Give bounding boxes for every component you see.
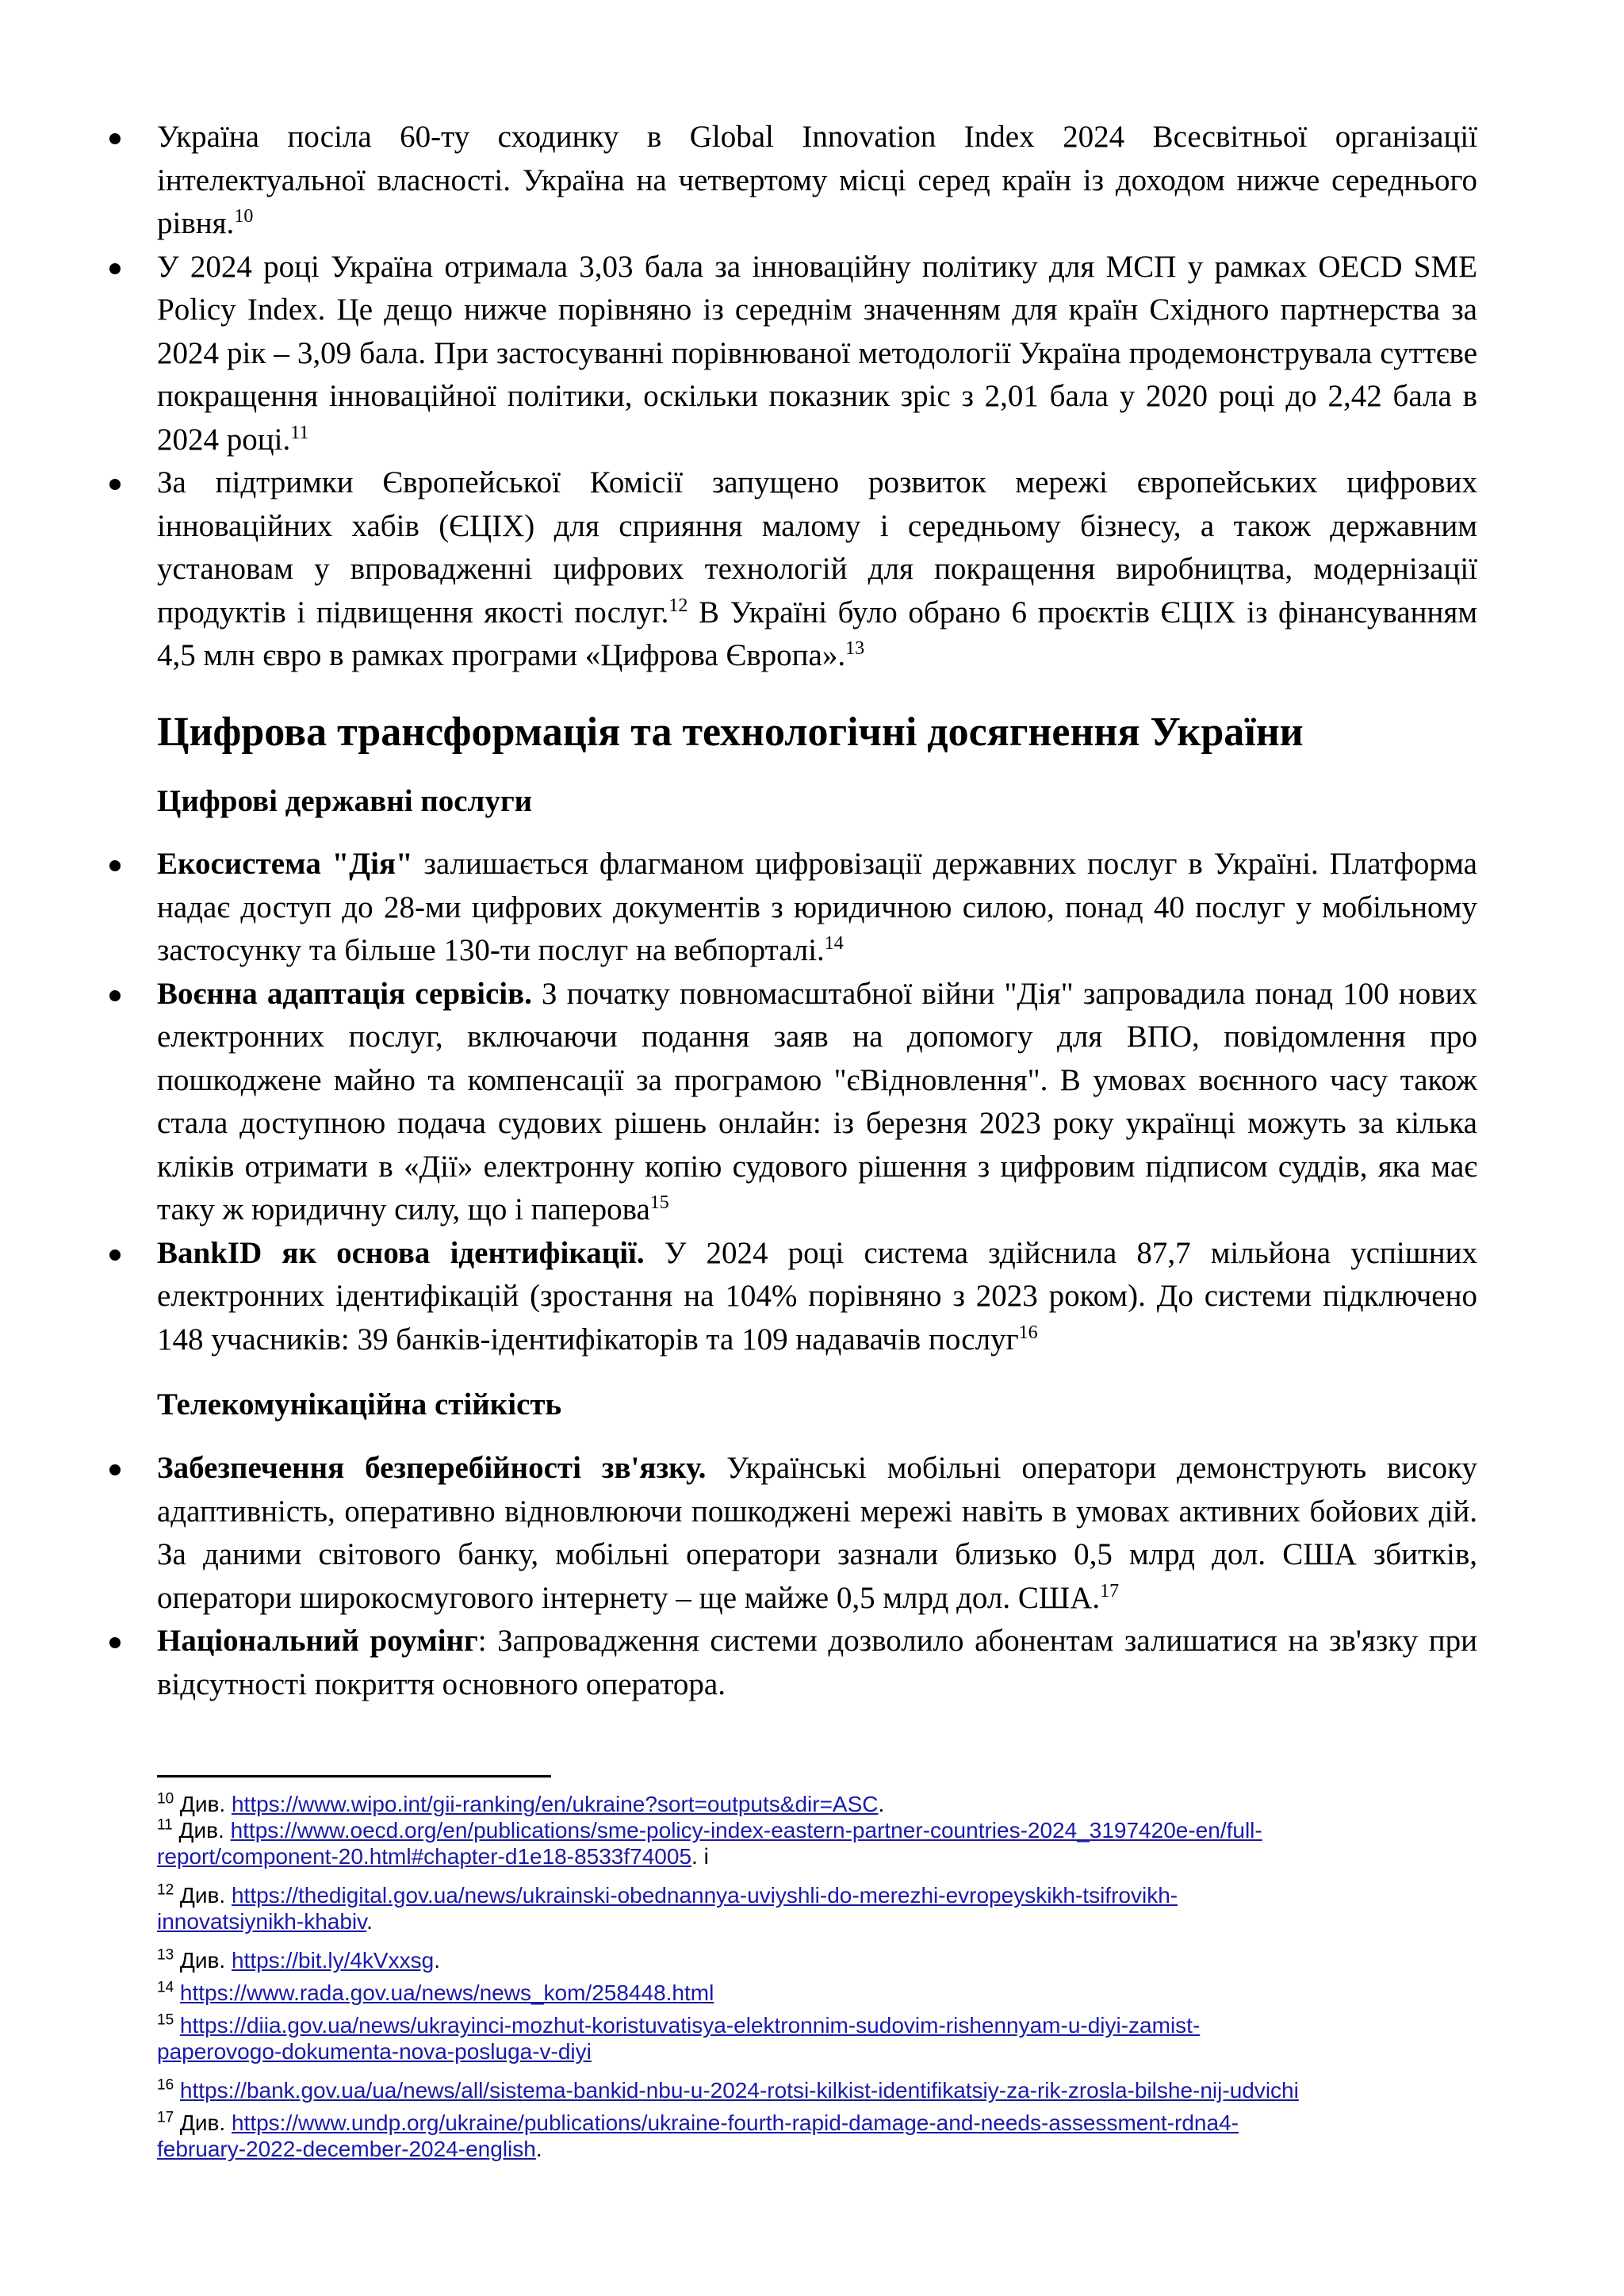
paragraph: [157, 843, 1477, 973]
bullet-text: залишається флагманом цифровізації державних послуг в Україні. Платформа надає доступ до 28-ми цифрових документів з юридичною силою, понад 40 послуг у мобільному застосунку та більше 130-ти послуг на вебпорталі.: [157, 847, 1477, 967]
footnote-separator: [157, 1775, 551, 1777]
footnote-suffix: . і: [691, 1844, 709, 1869]
bullet-text: : Запровадження системи дозволило абонентам залишатися на зв'язку при відсутності покриття основного оператора.: [157, 1624, 1477, 1701]
footnote-link[interactable]: https://thedigital.gov.ua/news/ukrainski-obednannya-uviyshli-do-merezhi-evropeyskikh-tsifrovikh-: [231, 1883, 1178, 1908]
footnote-ref: 11: [290, 422, 309, 443]
footnote-ref: 16: [1018, 1322, 1038, 1343]
footnote-ref: 17: [1100, 1580, 1120, 1601]
paragraph: [157, 461, 1477, 678]
footnote-number: 15: [157, 2011, 174, 2029]
footnote: [157, 1817, 1489, 1869]
bullet-lead: Національний роумінг: [157, 1624, 478, 1658]
telecom-bullet-list: [157, 1447, 1477, 1706]
footnote: [157, 1980, 1489, 2006]
bullet-text: Українські мобільні оператори демонструють високу адаптивність, оперативно відновлюючи пошкоджені мережі навіть в умовах активних бойових дій. За даними світового банку, мобільні оператори зазнали близько 0,5 млрд дол. США збитків, оператори широкосмугового інтернету – ще майже 0,5 млрд дол. США.: [157, 1451, 1477, 1615]
footnote-number: 10: [157, 1790, 174, 1808]
bullet-icon: [109, 990, 121, 1001]
footnote-number: 13: [157, 1946, 174, 1964]
footnote-ref: 15: [649, 1192, 669, 1213]
bullet-lead: Екосистема "Дія": [157, 847, 413, 881]
footnote: [157, 1947, 1489, 1973]
digital-services-bullet-list: [157, 843, 1477, 1361]
bullet-icon: [109, 479, 121, 490]
section-title: Цифрова трансформація та технологічні досягнення України: [157, 710, 1304, 755]
footnote-suffix: .: [535, 2137, 542, 2161]
footnote-link[interactable]: paperovogo-dokumenta-nova-posluga-v-diyi: [157, 2039, 592, 2064]
list-item: [157, 843, 1477, 973]
paragraph: [157, 246, 1477, 462]
intro-bullet-list: [157, 116, 1477, 678]
footnote-number: 12: [157, 1881, 174, 1899]
footnote: [157, 2077, 1489, 2103]
footnote-number: 17: [157, 2109, 174, 2126]
footnote-ref: 12: [668, 595, 688, 616]
subsection-title: Цифрові державні послуги: [157, 784, 533, 818]
bullet-icon: [109, 860, 121, 871]
paragraph: [157, 1232, 1477, 1362]
bullet-text: З початку повномасштабної війни "Дія" запровадила понад 100 нових електронних послуг, включаючи подання заяв на допомогу для ВПО, повідомлення про пошкоджене майно та компенсації за програмою "єВідновлення". В умовах воєнного часу також стала доступною подача судових рішень онлайн: із березня 2023 року українці можуть за кілька кліків отримати в «Дії» електронну копію судового рішення з цифровим підписом суддів, яка має таку ж юридичну силу, що і паперова: [157, 976, 1478, 1226]
bullet-lead: Забезпечення безперебійності зв'язку.: [157, 1451, 707, 1485]
bullet-text: Україна посіла 60-ту сходинку в Global Innovation Index 2024 Всесвітньої організації інтелектуальної власності. Україна на четвертому місці серед країн із доходом нижче середнього рівня.: [157, 120, 1477, 240]
footnote-suffix: .: [434, 1948, 440, 1973]
footnote: [157, 1791, 1489, 1817]
bullet-icon: [109, 263, 121, 274]
footnote-link[interactable]: https://www.rada.gov.ua/news/news_kom/258448.html: [179, 1980, 714, 2005]
footnote-suffix: .: [366, 1909, 373, 1934]
list-item: [157, 1232, 1477, 1362]
paragraph: [157, 1447, 1477, 1620]
subsection-title: Телекомунікаційна стійкість: [157, 1387, 562, 1422]
list-item: [157, 246, 1477, 462]
section-header: [157, 707, 1477, 758]
footnote-ref: 14: [824, 933, 844, 954]
footnote-ref: 13: [845, 638, 865, 659]
subsection-telecom: [157, 1383, 1477, 1426]
footnote-link[interactable]: https://www.undp.org/ukraine/publications/ukraine-fourth-rapid-damage-and-needs-assessment-rdna4-: [231, 2110, 1239, 2135]
footnote-prefix: Див.: [179, 1948, 232, 1973]
subsection-digital-services: [157, 780, 1477, 823]
bullet-text: За підтримки Європейської Комісії запущено розвиток мережі європейських цифрових інноваційних хабів (ЄЦІХ) для сприяння малому і середньому бізнесу, а також державним установам у впровадженні цифрових технологій для покращення виробництва, модернізації продуктів і підвищення якості послуг.: [157, 465, 1477, 629]
bullet-icon: [109, 1464, 121, 1475]
bullet-icon: [109, 1249, 121, 1261]
list-item: [157, 973, 1477, 1232]
footnote: [157, 2012, 1489, 2064]
footnote: [157, 2110, 1489, 2162]
footnote-link[interactable]: https://www.oecd.org/en/publications/sme-policy-index-eastern-partner-countries-2024_3197420e-en/full-: [230, 1818, 1262, 1843]
bullet-lead: BankID як основа ідентифікації.: [157, 1235, 645, 1270]
bullet-icon: [109, 1637, 121, 1648]
bullet-text: У 2024 році Україна отримала 3,03 бала за інноваційну політику для МСП у рамках OECD SME Policy Index. Це дещо нижче порівняно із середнім значенням для країн Східного партнерства за 2024 рік – 3,09 бала. При застосуванні порівнюваної методології Україна продемонструвала суттєве покращення інноваційної політики, оскільки показник зріс з 2,01 бала у 2020 році до 2,42 бала в 2024 році.: [157, 249, 1477, 457]
footnote-number: 16: [157, 2076, 174, 2094]
footnote-ref: 10: [234, 206, 254, 227]
footnote-link[interactable]: https://bank.gov.ua/ua/news/all/sistema-bankid-nbu-u-2024-rotsi-kilkist-identifikatsiy-za-rik-zrosla-bilshe-nij-udvichi: [179, 2078, 1299, 2103]
footnote-prefix: Див.: [179, 1792, 232, 1816]
list-item: [157, 1620, 1477, 1706]
paragraph: [157, 116, 1477, 246]
bullet-lead: Воєнна адаптація сервісів.: [157, 976, 532, 1011]
footnote-prefix: Див.: [178, 1818, 231, 1843]
bullet-text: В Україні було обрано 6 проєктів ЄЦІХ із фінансуванням 4,5 млн євро в рамках програми «Цифрова Європа».: [157, 595, 1477, 672]
paragraph: [157, 1620, 1477, 1706]
footnote-link[interactable]: https://bit.ly/4kVxxsg: [231, 1948, 435, 1973]
footnote-link[interactable]: report/component-20.html#chapter-d1e18-8533f74005: [157, 1844, 692, 1869]
footnote-link[interactable]: https://diia.gov.ua/news/ukrayinci-mozhut-koristuvatisya-elektronnim-sudovim-rishennyam-u-diyi-zamist-: [179, 2013, 1201, 2038]
footnote-number: 14: [157, 1979, 174, 1996]
list-item: [157, 461, 1477, 678]
list-item: [157, 1447, 1477, 1620]
footnote-link[interactable]: innovatsiynikh-khabiv: [157, 1909, 367, 1934]
footnote-number: 11: [157, 1816, 173, 1834]
bullet-text: У 2024 році система здійснила 87,7 мільйона успішних електронних ідентифікацій (зростання на 104% порівняно з 2023 роком). До системи підключено 148 учасників: 39 банків-ідентифікаторів та 109 надавачів послуг: [157, 1235, 1477, 1357]
footnote-suffix: .: [878, 1792, 885, 1816]
footnote-link[interactable]: https://www.wipo.int/gii-ranking/en/ukraine?sort=outputs&dir=ASC: [231, 1792, 879, 1816]
bullet-icon: [109, 133, 121, 144]
footnote-prefix: Див.: [179, 2110, 232, 2135]
paragraph: [157, 973, 1477, 1232]
footnote: [157, 1882, 1489, 1934]
footnote-link[interactable]: february-2022-december-2024-english: [157, 2137, 536, 2161]
footnote-prefix: Див.: [179, 1883, 232, 1908]
list-item: [157, 116, 1477, 246]
